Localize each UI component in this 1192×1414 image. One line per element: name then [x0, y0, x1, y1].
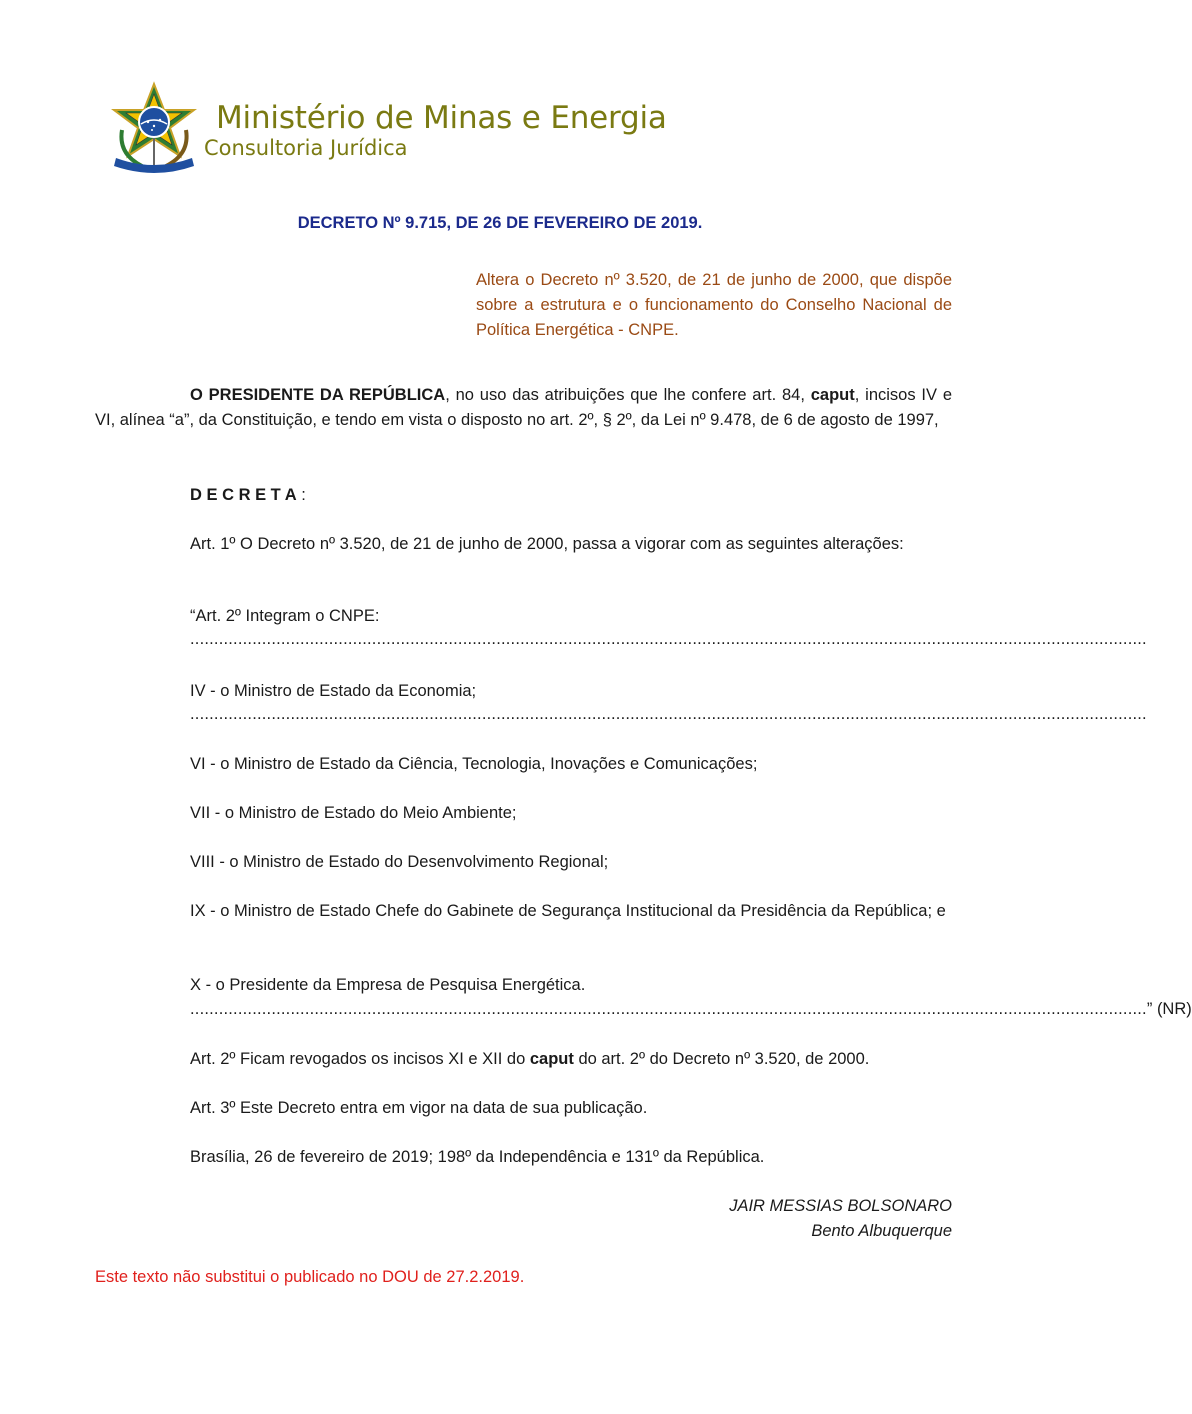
preamble: [95, 383, 952, 433]
article-2-text-b: do art. 2º do Decreto nº 3.520, de 2000.: [573, 1050, 870, 1068]
item-ix: IX - o Ministro de Estado Chefe do Gabinete de Segurança Institucional da Presidência da República; e: [190, 902, 946, 920]
department-name: Consultoria Jurídica: [204, 136, 408, 160]
preamble-text-b: , incisos IV e VI, alínea “a”, da Constituição, e tendo em vista o disposto no art. 2º, § 2º, da Lei nº 9.478, de 6 de agosto de 1997,: [95, 386, 952, 429]
decreta-colon: :: [296, 486, 306, 504]
article-2: [190, 1047, 952, 1072]
omission-dots-nr: [190, 997, 1192, 1022]
ministry-name: Ministério de Minas e Energia: [216, 100, 667, 136]
brazil-coat-of-arms-icon: [108, 80, 200, 176]
nr-marker: ” (NR): [1146, 1000, 1192, 1018]
item-viii: VIII - o Ministro de Estado do Desenvolvimento Regional;: [190, 853, 609, 871]
article-2-text-a: Art. 2º Ficam revogados os incisos XI e XII do: [190, 1050, 530, 1068]
decreta-line: [190, 483, 952, 508]
letterhead: [108, 80, 708, 180]
decreta-word: D E C R E T A: [190, 486, 297, 504]
decree-summary: Altera o Decreto nº 3.520, de 21 de junho de 2000, que dispõe sobre a estrutura e o funcionamento do Conselho Nacional de Política Energética - CNPE.: [476, 271, 952, 339]
omission-dots: ........................................................................................................................................................................................................: [190, 705, 1147, 723]
omission-dots: ........................................................................................................................................................................................................: [190, 630, 1147, 648]
signature-president: JAIR MESSIAS BOLSONARO: [729, 1197, 952, 1215]
article-2-caput: caput: [529, 1050, 574, 1068]
item-iv: IV - o Ministro de Estado da Economia;: [190, 682, 477, 700]
decree-title: DECRETO Nº 9.715, DE 26 DE FEVEREIRO DE 2019.: [297, 214, 703, 232]
omission-dots: ........................................................................................................................................................................................................: [190, 1000, 1147, 1018]
article-1: Art. 1º O Decreto nº 3.520, de 21 de junho de 2000, passa a vigorar com as seguintes alterações:: [190, 535, 904, 553]
place-date: Brasília, 26 de fevereiro de 2019; 198º da Independência e 131º da República.: [190, 1148, 765, 1166]
preamble-text-a: , no uso das atribuições que lhe confere art. 84,: [445, 386, 811, 404]
preamble-caput: caput: [810, 386, 855, 404]
disclaimer-note: Este texto não substitui o publicado no DOU de 27.2.2019.: [95, 1268, 525, 1286]
signature-minister: Bento Albuquerque: [811, 1222, 952, 1240]
amended-art2-head: “Art. 2º Integram o CNPE:: [190, 607, 380, 625]
preamble-lead: O PRESIDENTE DA REPÚBLICA: [190, 386, 446, 404]
item-x: X - o Presidente da Empresa de Pesquisa Energética.: [190, 976, 586, 994]
item-vi: VI - o Ministro de Estado da Ciência, Tecnologia, Inovações e Comunicações;: [190, 755, 758, 773]
article-3: Art. 3º Este Decreto entra em vigor na data de sua publicação.: [190, 1099, 648, 1117]
item-vii: VII - o Ministro de Estado do Meio Ambiente;: [190, 804, 517, 822]
